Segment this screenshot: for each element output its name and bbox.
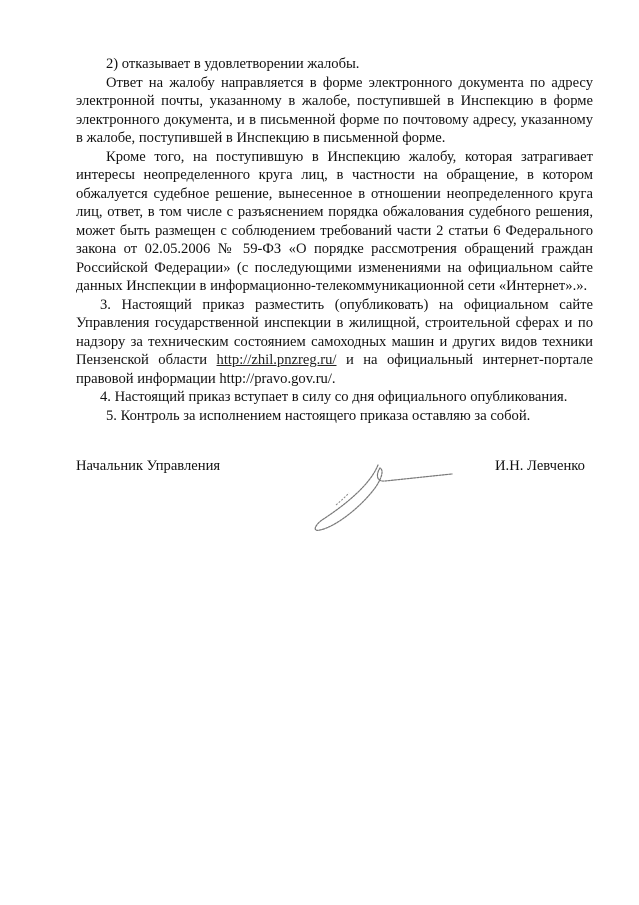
signatory-name: И.Н. Левченко: [495, 458, 585, 474]
document-body: [76, 55, 593, 425]
publication-text-start: 3. Настоящий приказ разместить (опубликовать) на официальном сайте Управления государственной инспекции в жилищной, строительной сферах и по надзору за техническим состоянием самоходных машин и других видов техники Пензенской области: [76, 296, 593, 368]
handwritten-signature: [300, 450, 460, 540]
paragraph-publication: [76, 296, 593, 389]
paragraph-public-interest: Кроме того, на поступившую в Инспекцию жалобу, которая затрагивает интересы неопределенного круга лиц, в частности на обращение, в котором обжалуется судебное решение, вынесенное в отношении неопределенного круга лиц, ответ, в том числе с разъяснением порядка обжалования судебного решения, может быть размещен с соблюдением требований части 2 статьи 6 Федерального закона от 02.05.2006 № 59-ФЗ «О порядке рассмотрения обращений граждан Российской Федерации» (с последующими изменениями на официальном сайте данных Инспекции в информационно-телекоммуникационной сети «Интернет».».: [76, 148, 593, 294]
paragraph-item-2: 2) отказывает в удовлетворении жалобы.: [106, 56, 360, 72]
paragraph-control: 5. Контроль за исполнением настоящего приказа оставляю за собой.: [106, 407, 531, 424]
publication-text-end: и на официальный интернет-портале правовой информации http://pravo.gov.ru/.: [76, 352, 593, 387]
signatory-title: Начальник Управления: [76, 458, 221, 474]
paragraph-effective-date: 4. Настоящий приказ вступает в силу со дня официального опубликования.: [100, 389, 568, 405]
zhil-site-link[interactable]: http://zhil.pnzreg.ru/: [216, 352, 337, 368]
paragraph-response-form: Ответ на жалобу направляется в форме электронного документа по адресу электронной почты, указанному в жалобе, поступившей в Инспекцию в форме электронного документа, и в письменной форме по почтовому адресу, указанному в жалобе, поступившей в Инспекцию в письменной форме.: [76, 74, 593, 146]
